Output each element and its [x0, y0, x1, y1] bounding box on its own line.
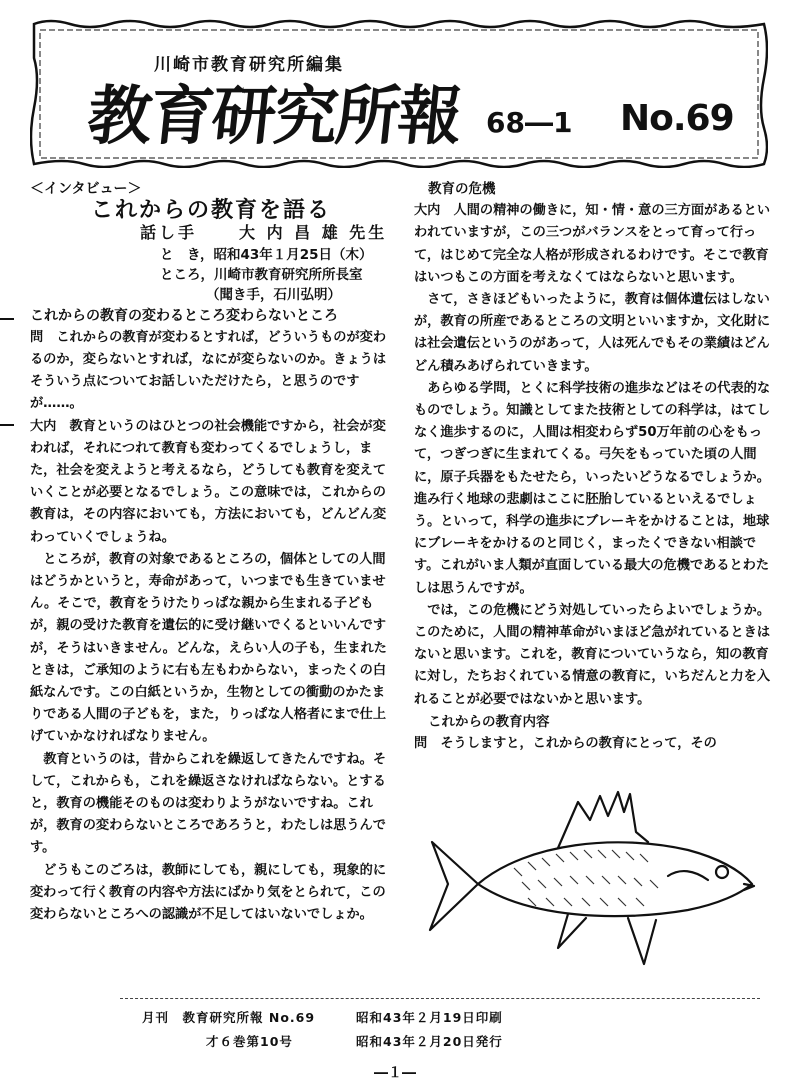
article-title: これからの教育を語る: [90, 198, 331, 224]
section-label: ＜インタビュー＞: [30, 181, 142, 197]
footer-publication: 月刊 教育研究所報 No.69: [142, 1010, 316, 1025]
section-heading: これからの教育内容: [428, 713, 550, 730]
footer-print-date: 昭和43年２月19日印刷: [356, 1010, 503, 1025]
paragraph: 大内 教育というのはひとつの社会機能ですから，社会が変われば，それにつれて教育も変わってくるでしょうし，また，社会を変えようと考えるなら，どうしても教育を変えていくことが必要となるでしょう。この意味では，これからの教育は，その内容においても，方法においても，どんどん変わっていくでしょうね。: [30, 418, 387, 545]
footer-divider: [120, 998, 760, 999]
issue-code: 68―1: [486, 106, 573, 139]
speaker-line: [30, 222, 392, 244]
paragraph: 教育というのは，昔からこれを繰返してきたんですね。そして，これからも，これを繰返さなければならない。とすると，教育の機能そのものは変わりようがないですね。これが，教育の変わらないところであろうと，わたしは思うんです。: [30, 751, 387, 856]
date-line: と き，昭和43年１月25日（木）: [160, 246, 373, 263]
margin-mark: [0, 318, 14, 320]
speaker-label: 話し手: [140, 223, 198, 243]
footer-volume: 才６巻第10号: [206, 1034, 293, 1049]
paragraph: どうもこのごろは，教師にしても，親にしても，現象的に変わって行く教育の内容や方法にばかり気をとられて，この変わらないところへの認識が不足してはいないでしょか。: [30, 862, 387, 923]
place-line: ところ，川崎市教育研究所所長室: [160, 266, 363, 283]
editor-credit: 川崎市教育研究所編集: [154, 55, 344, 75]
fish-illustration: [418, 772, 768, 982]
left-column: [30, 178, 392, 926]
paragraph: 問 これからの教育が変わるとすれば，どういうものが変わるのか，変らないとすれば，なにが変らないのか。きょうはそういう点についてお話しいただけたら，と思うのですが……。: [30, 329, 387, 412]
paragraph: あらゆる学問，とくに科学技術の進歩などはその代表的なものでしょう。知識としてまた技術としての科学は，はてしなく進歩するのに，人間は相変わらず50万年前の心をもって，つぎつぎに生まれてくる。弓矢をもっていた頃の人間に，原子兵器をもたせたら，いったいどうなるでしょうか。進み行く地球の悲劇はここに胚胎しているといえるでしょう。といって，科学の進歩にブレーキをかけることは，地球にブレーキをかけるのと同じく，まったくできない相談です。これがいま人類が直面している最大の危機であるとわたしは思うんですが。: [414, 380, 771, 596]
section-heading: 教育の危機: [428, 181, 496, 197]
margin-mark: [0, 424, 14, 426]
issue-number: No.69: [620, 98, 734, 139]
section-heading: これからの教育の変わるところ変わらないところ: [30, 307, 338, 324]
page-number: ―１―: [374, 1065, 416, 1081]
paragraph: 問 そうしますと，これからの教育にとって，その: [414, 736, 717, 752]
right-column: [414, 178, 772, 755]
newsletter-title: 教育研究所報: [84, 79, 464, 154]
paragraph: ところが，教育の対象であるところの，個体としての人間はどうかというと，寿命があって，いつまでも生きていません。そこで，教育をうけたりっぱな親から生まれる子どもが，親の受けた教育を遺伝的に受け継いでくるといいんですが，そうはいきません。どんな，えらい人の子も，生まれたときは，ご承知のように右も左もわからない，まったくの白紙なんです。この白紙というか，生物としての衝動のかたまりである人間の子どもを，また，りっぱな人格者にまで仕上げていかなければなりません。: [30, 551, 387, 745]
paragraph: さて，さきほどもいったように，教育は個体遺伝はしないが，教育の所産であるところの文明といいますか，文化財には社会遺伝というのがあって，人は死んでもその業績はどんどん積みあげられていきます。: [414, 292, 771, 374]
interviewer-line: （聞き手，石川弘明）: [206, 286, 341, 303]
speaker-name: 大 内 昌 雄 先生: [239, 223, 388, 243]
masthead: [30, 18, 768, 168]
paragraph: では，この危機にどう対処していったらよいでしょうか。このために，人間の精神革命がいまほど急がれているときはないと思います。これを，教育についていうなら，知の教育に対し，たちおくれている情意の教育に，いちだんと力を入れることが必要ではないかと思います。: [414, 602, 771, 707]
paragraph: 大内 人間の精神の働きに，知・情・意の三方面があるといわれていますが，この三つがバランスをとって育って行って，はじめて完全な人格が形成されるわけです。そこで教育はいつもこの方面を考えなくてはならないと思います。: [414, 203, 771, 285]
footer-issue-date: 昭和43年２月20日発行: [356, 1034, 503, 1049]
